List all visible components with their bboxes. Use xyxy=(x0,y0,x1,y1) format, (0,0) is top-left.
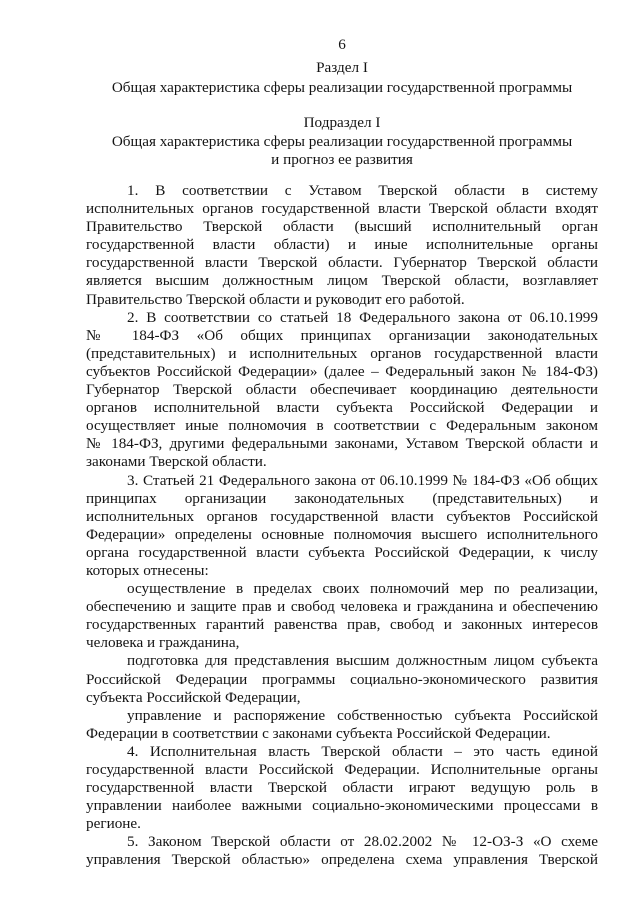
paragraph-line: органов исполнительной власти субъекта Российской Федерации и xyxy=(86,399,598,417)
subsection-label: Подраздел I xyxy=(303,114,381,131)
paragraph-line: исполнительных органов государственной власти Тверской области входят xyxy=(86,200,598,218)
paragraph-line: № 184-ФЗ «Об общих принципах организации законодательных xyxy=(86,326,598,344)
paragraph-line: 2. В соответствии со статьей 18 Федерального закона от 06.10.1999 xyxy=(127,308,598,326)
paragraph-line: Федерации» определены основные полномочия высшего исполнительного xyxy=(86,525,598,543)
paragraph-line: № 184-ФЗ, другими федеральными законами, Уставом Тверской области и xyxy=(86,435,598,453)
paragraph-line: (представительных) и исполнительных органов государственной власти xyxy=(86,344,598,362)
paragraph-line: Федерации в соответствии с законами субъекта Российской Федерации. xyxy=(86,724,551,742)
paragraph-line: государственных гарантий равенства прав, свобод и законных интересов xyxy=(86,616,598,634)
paragraph-line: подготовка для представления высшим должностным лицом субъекта xyxy=(127,652,598,670)
document-body xyxy=(86,182,598,870)
paragraph-line: которых отнесены: xyxy=(86,561,209,579)
paragraph-1 xyxy=(86,182,598,309)
paragraph-3 xyxy=(86,472,598,581)
paragraph-4 xyxy=(86,743,598,833)
paragraph-line: Правительство Тверской области и руководит его работой. xyxy=(86,290,465,308)
list-item-paragraph xyxy=(86,652,598,706)
paragraph-line: 4. Исполнительная власть Тверской области – это часть единой xyxy=(127,742,598,760)
paragraph-line: государственной власти Тверской области. Губернатор Тверской области xyxy=(86,254,598,272)
paragraph-line: Губернатор Тверской области обеспечивает координацию деятельности xyxy=(86,381,598,399)
paragraph-line: является высшим должностным лицом Тверской области, возглавляет xyxy=(86,272,598,290)
list-item-paragraph xyxy=(86,580,598,652)
paragraph-line: субъекта Российской Федерации, xyxy=(86,688,301,706)
paragraph-2 xyxy=(86,309,598,472)
paragraph-line: 1. В соответствии с Уставом Тверской области в систему xyxy=(127,182,598,199)
paragraph-line: субъектов Российской Федерации» (далее – Федеральный закон № 184-ФЗ) xyxy=(86,362,598,380)
paragraph-line: 5. Законом Тверской области от 28.02.2002 № 12-ОЗ-З «О схеме xyxy=(127,833,598,851)
paragraph-line: человека и гражданина, xyxy=(86,634,240,652)
paragraph-line: государственной власти Российской Федерации. Исполнительные органы xyxy=(86,761,598,778)
paragraph-line: управление и распоряжение собственностью субъекта Российской xyxy=(127,706,598,724)
paragraph-line: исполнительных органов государственной власти субъектов Российской xyxy=(86,507,598,525)
list-item-paragraph xyxy=(86,707,598,743)
section-title: Общая характеристика сферы реализации государственной программы xyxy=(111,79,573,96)
paragraph-line: 3. Статьей 21 Федерального закона от 06.10.1999 № 184-ФЗ «Об общих xyxy=(127,471,598,489)
paragraph-line: законами Тверской области. xyxy=(86,453,267,471)
paragraph-line: управлении наиболее важными социально-экономическими процессами в xyxy=(86,797,598,815)
paragraph-line: управления Тверской областью» определена схема управления Тверской xyxy=(86,851,598,869)
paragraph-line: государственной власти области) и иные исполнительные органы xyxy=(86,236,598,254)
paragraph-line: обеспечению и защите прав и свобод человека и гражданина и обеспечению xyxy=(86,598,598,616)
page-number: 6 xyxy=(338,36,346,53)
paragraph-line: Российской Федерации программы социально-экономического развития xyxy=(86,670,598,688)
paragraph-line: осуществление в пределах своих полномочий мер по реализации, xyxy=(127,580,598,598)
subsection-title-line: Общая характеристика сферы реализации государственной программы xyxy=(111,133,573,150)
paragraph-line: Правительство Тверской области (высший исполнительный орган xyxy=(86,218,598,236)
paragraph-line: регионе. xyxy=(86,815,141,833)
paragraph-line: органа государственной власти субъекта Российской Федерации, к числу xyxy=(86,543,598,561)
paragraph-5 xyxy=(86,833,598,869)
section-label: Раздел I xyxy=(316,59,368,76)
paragraph-line: осуществляет иные полномочия в соответствии с Федеральным законом xyxy=(86,417,598,435)
paragraph-line: принципах организации законодательных (представительных) и xyxy=(86,489,598,507)
subsection-title-line: и прогноз ее развития xyxy=(271,151,413,168)
paragraph-line: государственной власти Тверской области играют ведущую роль в xyxy=(86,779,598,797)
